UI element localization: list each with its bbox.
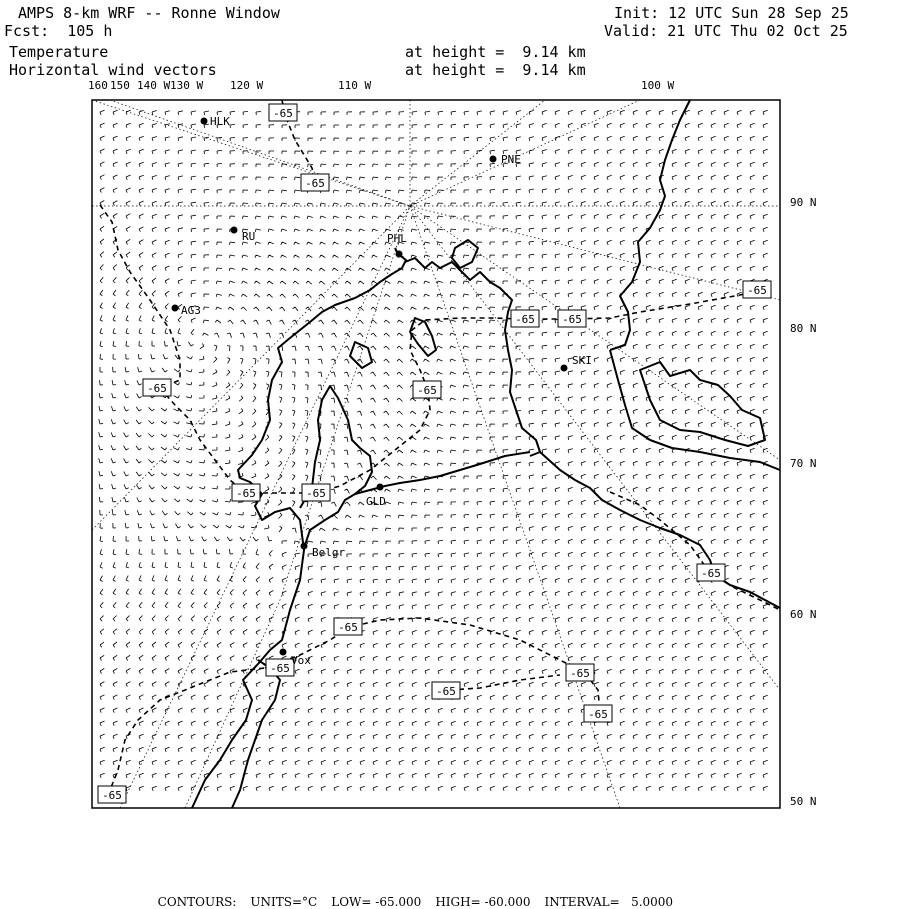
contours-low: LOW= -65.000 <box>331 895 422 909</box>
contour-label-text: -65 <box>588 708 608 721</box>
forecast-hour: Fcst: 105 h <box>4 22 113 40</box>
coastline-small-island-c <box>350 342 372 368</box>
height-wind: at height = 9.14 km <box>405 61 586 79</box>
contour-label-text: -65 <box>270 662 290 675</box>
lon-label-150: 150 <box>110 79 130 92</box>
coastline-ice-shelf-lower <box>305 452 530 545</box>
coastline-ice-shelf-front <box>405 258 540 456</box>
contour-label <box>334 618 362 635</box>
init-time: Init: 12 UTC Sun 28 Sep 25 <box>614 4 849 22</box>
station-label: SKI <box>572 354 592 367</box>
lon-label-120: 120 W <box>230 79 264 92</box>
lon-label-100: 100 W <box>641 79 675 92</box>
contour-label-text: -65 <box>273 107 293 120</box>
contour-label-text: -65 <box>305 177 325 190</box>
lat-label-70: 70 N <box>790 457 817 470</box>
contour-label <box>432 682 460 699</box>
contour-label-text: -65 <box>562 313 582 326</box>
contour-label <box>558 310 586 327</box>
lat-label-80: 80 N <box>790 322 817 335</box>
station-marker <box>231 227 238 234</box>
station-ru <box>231 227 256 244</box>
station-gld <box>366 484 386 509</box>
field-name-wind: Horizontal wind vectors <box>9 61 217 79</box>
contour-label <box>566 664 594 681</box>
lon-label-160: 160 <box>88 79 108 92</box>
contour-label-text: -65 <box>515 313 535 326</box>
contour-label <box>269 104 297 121</box>
station-ag3 <box>172 304 201 317</box>
contours-units: UNITS=°C <box>250 895 318 909</box>
contour-label <box>511 310 539 327</box>
station-marker <box>490 156 497 163</box>
station-label: RU <box>242 230 256 243</box>
lat-label-90: 90 N <box>790 196 817 209</box>
station-belgr <box>301 543 346 560</box>
station-label: PNE <box>501 153 521 166</box>
station-label: AG3 <box>181 304 201 317</box>
contour-label <box>413 381 441 398</box>
contour-label-text: -65 <box>306 487 326 500</box>
contour-label <box>301 174 329 191</box>
contour-label-text: -65 <box>102 789 122 802</box>
contours-label: CONTOURS: <box>157 895 237 909</box>
contour-label <box>98 786 126 803</box>
contour-label-text: -65 <box>701 567 721 580</box>
lat-label-60: 60 N <box>790 608 817 621</box>
map-title: AMPS 8-km WRF -- Ronne Window <box>18 4 280 22</box>
height-temperature: at height = 9.14 km <box>405 43 586 61</box>
contour-label-text: -65 <box>747 284 767 297</box>
contours-high: HIGH= -60.000 <box>435 895 531 909</box>
contour-label <box>743 281 771 298</box>
contour-label-text: -65 <box>338 621 358 634</box>
station-marker <box>396 251 403 258</box>
graticule <box>92 100 780 808</box>
station-marker <box>561 365 568 372</box>
contour-label <box>266 659 294 676</box>
coastline-small-island-a <box>410 318 436 356</box>
contour-label-text: -65 <box>436 685 456 698</box>
station-marker <box>172 305 179 312</box>
lon-label-130: 130 W <box>170 79 204 92</box>
contour-label <box>143 379 171 396</box>
contour-label-text: -65 <box>417 384 437 397</box>
contour-label <box>232 484 260 501</box>
station-hlk <box>201 115 231 128</box>
lat-label-50: 50 N <box>790 795 817 808</box>
valid-time: Valid: 21 UTC Thu 02 Oct 25 <box>604 22 848 40</box>
contour-label-text: -65 <box>236 487 256 500</box>
station-marker <box>280 649 287 656</box>
station-label: PHL <box>387 232 407 245</box>
lon-label-140: 140 W <box>137 79 171 92</box>
lon-label-110: 110 W <box>338 79 372 92</box>
coastline-east-islands <box>640 362 765 446</box>
station-pne <box>490 153 521 166</box>
station-phl <box>387 232 407 258</box>
station-marker <box>201 118 208 125</box>
contour-label <box>584 705 612 722</box>
contour-label <box>697 564 725 581</box>
station-marker <box>377 484 384 491</box>
contour-label-text: -65 <box>147 382 167 395</box>
station-label: GLD <box>366 495 386 508</box>
contour-legend <box>150 881 687 909</box>
station-label: HLK <box>210 115 230 128</box>
station-label: Belgr <box>312 546 346 559</box>
contour-label-text: -65 <box>570 667 590 680</box>
station-ski <box>561 354 592 372</box>
contour-label <box>302 484 330 501</box>
coastline-small-island-b <box>452 240 478 268</box>
field-name-temperature: Temperature <box>9 43 109 61</box>
contours-interval: INTERVAL= 5.0000 <box>544 895 674 909</box>
station-marker <box>301 543 308 550</box>
station-label: Vox <box>291 654 311 667</box>
